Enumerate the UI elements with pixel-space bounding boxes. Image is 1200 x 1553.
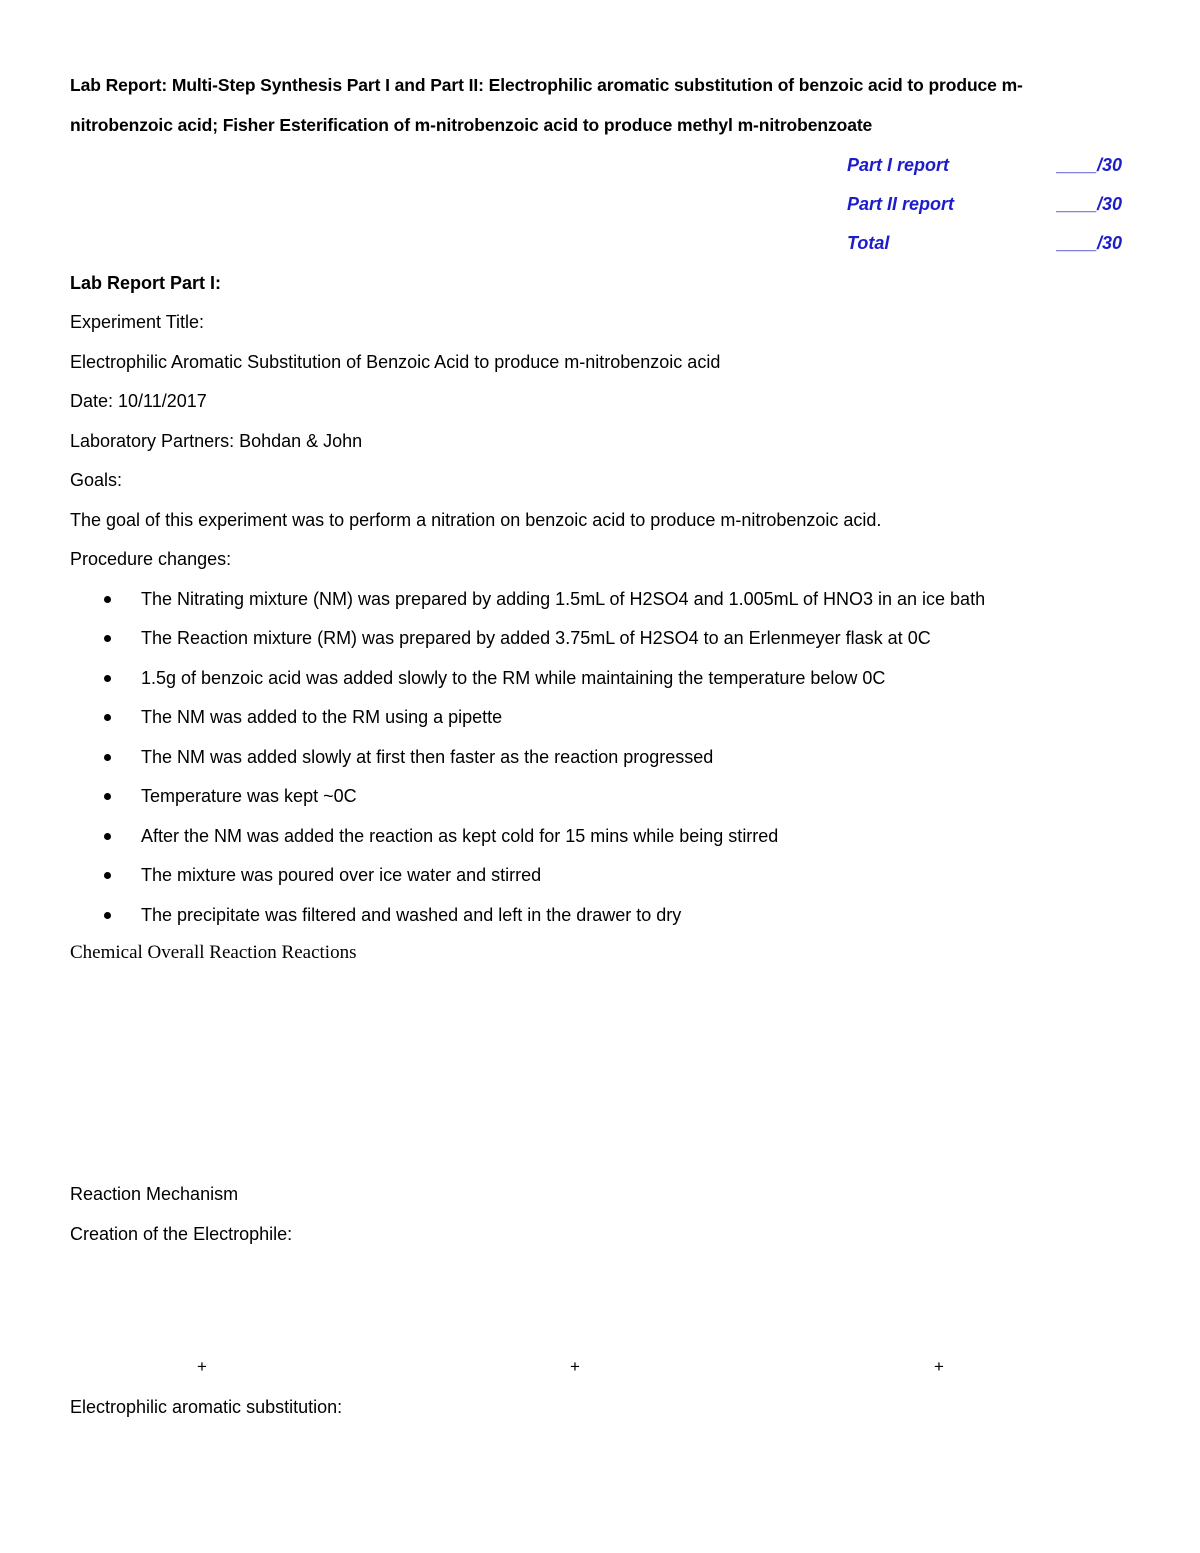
bullet-icon <box>104 912 111 919</box>
list-item <box>0 587 1100 611</box>
list-item <box>0 705 1100 729</box>
report-title-line-2: nitrobenzoic acid; Fisher Esterification of m-nitrobenzoic acid to produce methyl m-nitrobenzoate <box>70 115 873 135</box>
part-1-heading: Lab Report Part I: <box>70 273 222 293</box>
plus-sign: + <box>570 1357 580 1376</box>
electrophile-label: Creation of the Electrophile: <box>70 1224 293 1244</box>
bullet-icon <box>104 675 111 682</box>
experiment-title-label: Experiment Title: <box>70 312 205 332</box>
list-item-text: The NM was added slowly at first then faster as the reaction progressed <box>141 747 714 767</box>
bullet-icon <box>104 872 111 879</box>
report-title-line-1: Lab Report: Multi-Step Synthesis Part I and Part II: Electrophilic aromatic substitution of benzoic acid to produce m- <box>70 75 1023 95</box>
bullet-icon <box>104 596 111 603</box>
list-item-text: The Nitrating mixture (NM) was prepared by adding 1.5mL of H2SO4 and 1.005mL of HNO3 in an ice bath <box>141 589 986 609</box>
list-item-text: After the NM was added the reaction as kept cold for 15 mins while being stirred <box>141 826 779 846</box>
grade-label-total: Total <box>847 233 890 253</box>
chemical-reactions-label: Chemical Overall Reaction Reactions <box>70 942 357 963</box>
goals-label: Goals: <box>70 470 123 490</box>
bullet-icon <box>104 714 111 721</box>
date-line: Date: 10/11/2017 <box>70 391 207 411</box>
bullet-icon <box>104 635 111 642</box>
plus-sign: + <box>934 1357 944 1376</box>
mechanism-label: Reaction Mechanism <box>70 1184 239 1204</box>
grade-score-part-2: ____/30 <box>1057 194 1123 214</box>
list-item-text: The Reaction mixture (RM) was prepared by added 3.75mL of H2SO4 to an Erlenmeyer flask at 0C <box>141 628 931 648</box>
list-item-text: Temperature was kept ~0C <box>141 786 357 806</box>
list-item <box>0 784 1100 808</box>
partners-line: Laboratory Partners: Bohdan & John <box>70 431 363 451</box>
list-item-text: The mixture was poured over ice water and stirred <box>141 865 542 885</box>
bullet-icon <box>104 793 111 800</box>
list-item <box>0 863 1100 887</box>
grade-label-part-1: Part I report <box>847 155 950 175</box>
list-item <box>0 626 1100 650</box>
experiment-title: Electrophilic Aromatic Substitution of Benzoic Acid to produce m-nitrobenzoic acid <box>70 352 721 372</box>
list-item <box>0 903 1100 927</box>
list-item <box>0 824 1100 848</box>
list-item-text: 1.5g of benzoic acid was added slowly to the RM while maintaining the temperature below 0C <box>141 668 886 688</box>
grade-score-total: ____/30 <box>1057 233 1123 253</box>
grade-label-part-2: Part II report <box>847 194 955 214</box>
bullet-icon <box>104 754 111 761</box>
plus-sign: + <box>197 1357 207 1376</box>
grade-score-part-1: ____/30 <box>1057 155 1123 175</box>
procedure-label: Procedure changes: <box>70 549 232 569</box>
bullet-icon <box>104 833 111 840</box>
eas-label: Electrophilic aromatic substitution: <box>70 1397 343 1417</box>
list-item-text: The precipitate was filtered and washed and left in the drawer to dry <box>141 905 682 925</box>
goals-text: The goal of this experiment was to perform a nitration on benzoic acid to produce m-nitrobenzoic acid. <box>70 510 882 530</box>
list-item-text: The NM was added to the RM using a pipette <box>141 707 503 727</box>
list-item <box>0 745 1100 769</box>
list-item <box>0 666 1100 690</box>
